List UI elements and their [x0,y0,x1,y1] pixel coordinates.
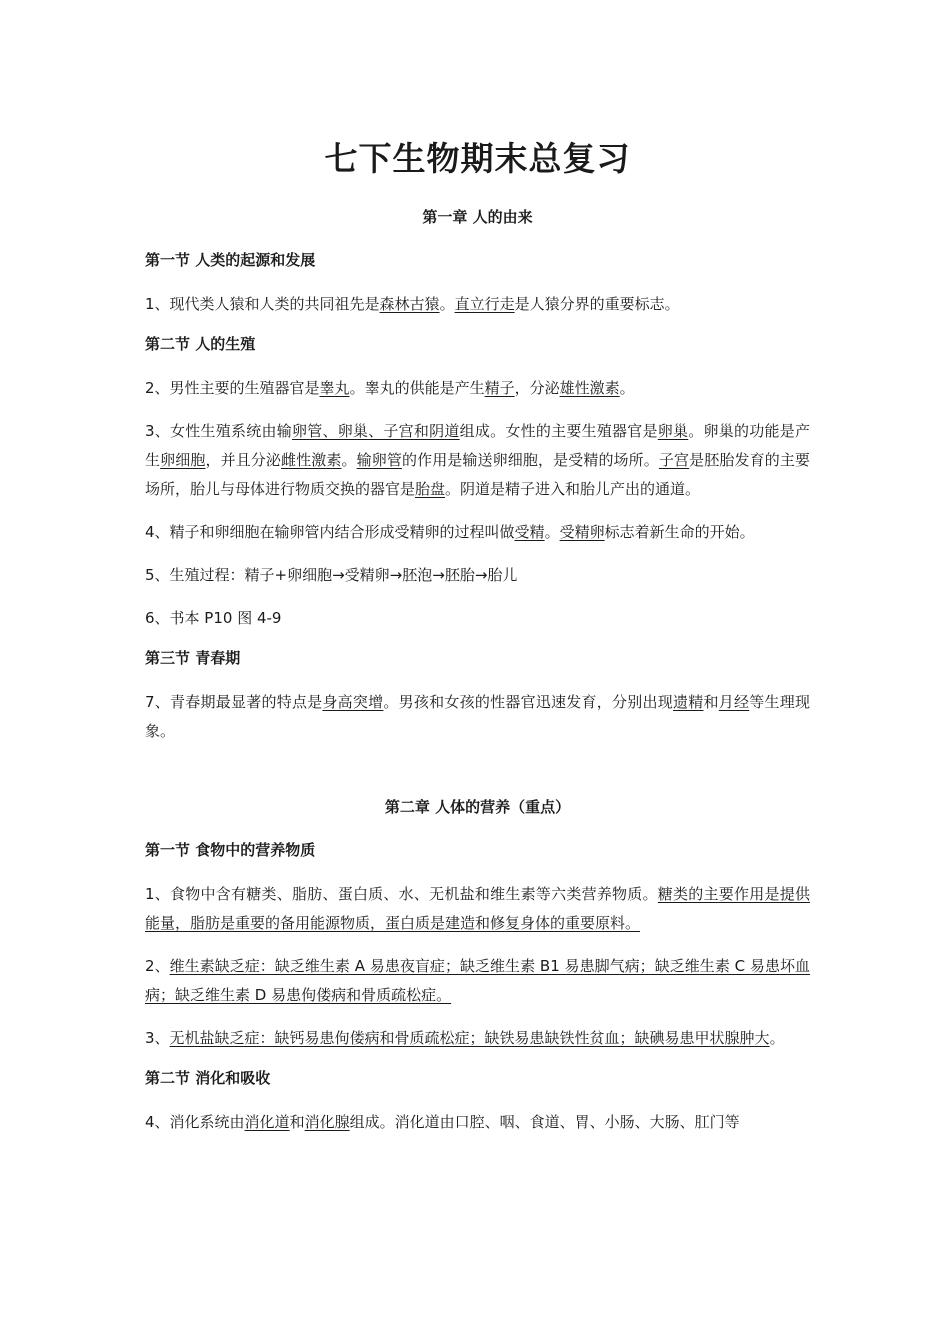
chapter-2-heading: 第二章 人体的营养（重点） [384,798,571,816]
ch2-point-4: 4、消化系统由消化道和消化腺组成。消化道由口腔、咽、食道、胃、小肠、大肠、肛门等 [145,1113,740,1131]
ch1-point-7: 7、青春期最显著的特点是身高突增。男孩和女孩的性器官迅速发育，分别出现遗精和月经等生理现象。 [145,693,810,740]
ch1-point-5: 5、生殖过程：精子+卵细胞→受精卵→胚泡→胚胎→胎儿 [145,566,518,584]
document-title: 七下生物期末总复习 [324,139,631,178]
ch1-point-2: 2、男性主要的生殖器官是睾丸。睾丸的供能是产生精子，分泌雄性激素。 [145,379,635,397]
ch2-section-2-heading: 第二节 消化和吸收 [145,1069,271,1087]
ch2-section-1-heading: 第一节 食物中的营养物质 [145,841,316,859]
ch1-point-1: 1、现代类人猿和人类的共同祖先是森林古猿。直立行走是人猿分界的重要标志。 [145,295,680,313]
ch1-section-2-heading: 第二节 人的生殖 [145,335,256,353]
ch2-point-1: 1、食物中含有糖类、脂肪、蛋白质、水、无机盐和维生素等六类营养物质。糖类的主要作用是提供能量，脂肪是重要的备用能源物质，蛋白质是建造和修复身体的重要原料。 [145,885,810,932]
ch2-point-2: 2、维生素缺乏症：缺乏维生素 A 易患夜盲症；缺乏维生素 B1 易患脚气病；缺乏维生素 C 易患坏血病；缺乏维生素 D 易患佝偻病和骨质疏松症。 [145,957,811,1004]
ch1-point-4: 4、精子和卵细胞在输卵管内结合形成受精卵的过程叫做受精。受精卵标志着新生命的开始。 [145,523,755,541]
ch1-section-1-heading: 第一节 人类的起源和发展 [145,251,316,269]
ch1-section-3-heading: 第三节 青春期 [145,649,241,667]
chapter-1-heading: 第一章 人的由来 [422,208,533,226]
ch1-point-3: 3、女性生殖系统由输卵管、卵巢、子宫和阴道组成。女性的主要生殖器官是卵巢。卵巢的功能是产生卵细胞，并且分泌雌性激素。输卵管的作用是输送卵细胞，是受精的场所。子宫是胚胎发育的主要场所，胎儿与母体进行物质交换的器官是胎盘。阴道是精子进入和胎儿产出的通道。 [145,422,810,498]
ch1-point-6: 6、书本 P10 图 4-9 [145,609,282,627]
ch2-point-3: 3、无机盐缺乏症：缺钙易患佝偻病和骨质疏松症；缺铁易患缺铁性贫血；缺碘易患甲状腺肿大。 [145,1029,785,1047]
